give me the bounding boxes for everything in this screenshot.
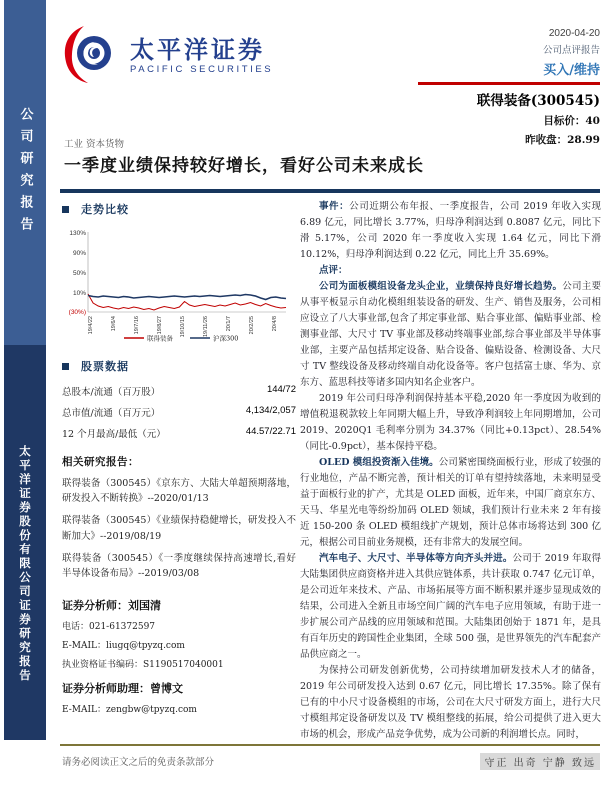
x-tick: 20/1/7	[226, 316, 232, 332]
assistant-email: E-MAIL：zengbw@tpyzq.com	[62, 705, 197, 716]
paragraph-lead: 公司为面板模组设备龙头企业，业绩保持良好增长趋势。	[319, 281, 563, 292]
paragraph-text: 2019 年公司归母净利润保持基本平稳,2020 年一季度因为收到的增值税退税款较上年同期大幅上升，导致净利润较上年同期增加，公司 2019、2020Q1 毛利率分别为 34.37%（同比+0.13pct）、28.54%（同比-0.9pct），基本保持平稳。	[300, 393, 601, 452]
paragraph-auto-semi	[300, 551, 601, 663]
paragraph-lead: 事件：	[319, 201, 350, 212]
table-row	[62, 405, 296, 419]
paragraph-text: 为保持公司研发创新优势，公司持续增加研发技术人才的储备，2019 年公司研发投入达到 0.67 亿元，同比增长 17.35%。除了保有已有的中小尺寸设备模组的市场，公司在大尺寸研发方面上，进行大尺寸模组邦定设备研发以及 TV 模组整线的拓展，给公司提供了进入更大市场的机会，形成产品竞争优势，成为公司新的利润增长点。同时，	[300, 665, 601, 740]
report-date: 2020-04-20	[548, 28, 600, 39]
legend-label-company: 联得装备	[147, 334, 173, 343]
previous-close-value: 28.99	[567, 134, 600, 146]
y-tick: 50%	[72, 270, 86, 277]
footer-motto: 守正 出奇 宁静 致远	[480, 753, 600, 770]
target-price-label: 目标价：	[543, 115, 586, 127]
x-tick: 19/6/4	[111, 316, 117, 332]
analyst-license: 执业资格证书编码：S1190517040001	[62, 660, 224, 671]
trend-chart	[62, 226, 296, 348]
title-divider	[60, 189, 600, 193]
x-tick: 19/4/22	[88, 316, 94, 335]
x-tick: 19/7/16	[134, 316, 140, 335]
trend-section-heading	[62, 201, 296, 217]
paragraph-comment-heading	[300, 263, 601, 279]
target-price	[418, 113, 600, 128]
left-column	[62, 201, 296, 715]
stock-row-label: 12 个月最高/最低（元）	[62, 429, 166, 440]
paragraph-oled	[300, 455, 601, 551]
paragraph-text: 公司主要从事平板显示自动化模组组装设备的研发、生产、销售及服务，公司相应设立了八大事业部,包含了邦定事业部、贴合事业部、偏贴事业部、检测事业部、大尺寸 TV 事业部及移动终端事业部,综合事业部及半导体事业部，主要产品包括邦定设备、贴合设备、偏贴设备、检测设备、大尺寸 TV 整线设备及移动终端自动化设备等。客户包括富士康、华为、京东方、蓝思科技等诸多国内知名企业客户。	[300, 281, 601, 388]
list-item: 联得装备（300545）《业绩保持稳健增长，研发投入不断加大》--2019/08/19	[62, 515, 296, 542]
y-tick: 90%	[72, 250, 86, 257]
square-bullet-icon	[62, 206, 69, 213]
report-body	[300, 199, 601, 743]
x-tick: 19/11/26	[203, 316, 209, 338]
x-tick: 19/8/27	[157, 316, 163, 335]
stock-row-value: 44.57/22.71	[245, 426, 296, 437]
paragraph-lead: 点评：	[319, 265, 348, 276]
stock-row-value: 144/72	[266, 384, 296, 395]
breadcrumb: 工业 资本货物	[64, 139, 125, 150]
square-bullet-icon	[62, 363, 69, 370]
y-tick: 10%	[72, 290, 86, 297]
series-line-index	[88, 295, 286, 300]
page-title: 一季度业绩保持较好增长，看好公司未来成长	[64, 156, 424, 176]
paragraph-lead: 汽车电子、大尺寸、半导体等方向齐头并进。	[319, 553, 513, 564]
analyst-email: E-MAIL：liugq@tpyzq.com	[62, 641, 185, 652]
y-tick-negative: (30%)	[68, 309, 86, 316]
analyst-phone: 电话：021-61372597	[62, 622, 156, 633]
paragraph-text: 公司于 2019 年取得大陆集团供应商资格并进入其供应链体系，共计获取 0.747 亿元订单，是公司近年来技术、产品、市场拓展等方面不断积累并逐步显现成效的结果，公司进入全新且市场空间广阔的汽车电子应用领域，有助于进一步扩展公司产品线的应用领域和范围。大陆集团创始于 1871 年，是具有百年历史的跨国性企业集团，全球 500 强，是世界领先的汽车配套产品供应商之一。	[300, 553, 601, 660]
x-tick: 20/4/8	[272, 316, 278, 332]
brand-name	[130, 34, 274, 76]
rating-badge: 买入/维持	[543, 63, 600, 78]
y-tick: 130%	[69, 230, 86, 237]
paragraph-margin	[300, 391, 601, 455]
previous-close	[418, 132, 600, 147]
table-row	[62, 426, 296, 440]
paragraph-rnd	[300, 663, 601, 743]
company-ticker: 联得装备(300545)	[476, 93, 600, 109]
trend-heading-label: 走势比较	[81, 203, 129, 216]
x-tick: 19/10/15	[180, 316, 186, 338]
sidebar-bottom-label: 太平洋证券股份有限公司证券研究报告	[18, 445, 32, 683]
stock-row-value: 4,134/2,057	[245, 405, 296, 416]
stock-section-heading	[62, 358, 296, 374]
target-price-value: 40	[585, 115, 600, 127]
analyst-name: 证券分析师：刘国清	[62, 599, 161, 613]
paragraph-event	[300, 199, 601, 263]
paragraph-leader-position	[300, 279, 601, 391]
paragraph-text: 公司近期公布年报、一季度报告，公司 2019 年收入实现 6.89 亿元，同比增长 3.77%，归母净利润达到 0.8087 亿元，同比下滑 5.17%，公司 2020 年一季度收入实现 1.64 亿元，同比下滑 10.12%，归母净利润达到 0.22 亿元，同比上升 35.69%。	[300, 201, 601, 260]
report-type: 公司点评报告	[542, 45, 600, 56]
stock-data-table	[62, 384, 296, 440]
stock-row-label: 总市值/流通（百万元）	[62, 408, 161, 419]
pacific-securities-logo-icon	[62, 24, 122, 88]
list-item: 联得装备（300545）《一季度继续保持高速增长,看好半导体设备布局》--2019/03/08	[62, 552, 296, 579]
brand-name-en: PACIFIC SECURITIES	[130, 64, 274, 76]
related-reports-heading: 相关研究报告：	[62, 456, 139, 468]
paragraph-lead: OLED 模组投资渐入佳境。	[319, 457, 439, 468]
footer-disclaimer: 请务必阅读正文之后的免责条款部分	[62, 757, 215, 768]
sidebar-report-type-band	[4, 0, 46, 345]
report-meta	[418, 28, 600, 147]
assistant-name: 证券分析师助理：曾博文	[62, 682, 183, 696]
sidebar-top-label: 公司研究报告	[17, 106, 33, 239]
brand-logo	[62, 24, 273, 88]
stock-heading-label: 股票数据	[81, 360, 129, 373]
previous-close-label: 昨收盘：	[525, 134, 568, 146]
table-row	[62, 384, 296, 398]
brand-name-cn: 太平洋证券	[130, 34, 265, 64]
legend-label-index: 沪深300	[213, 334, 239, 343]
footer-divider	[60, 744, 600, 746]
rating-divider	[418, 82, 600, 85]
paragraph-text: 公司紧密围绕面板行业，形成了较强的行业地位，产品不断完善，预计相关的订单有望持续落地，未来明显受益于面板行业的扩产，尤其是 OLED 面板，近年来，中国厂商京东方、天马、华星光电等纷纷加码 OLED 领域，我们预计行业未来 2 年有接近 150-200 条 OLED 模组线扩产规划，预计总体市场将达到 300 亿元，根据公司目前业务规模，还有非常大的发展空间。	[300, 457, 601, 548]
x-tick: 20/2/25	[249, 316, 255, 335]
sidebar-company-band	[4, 345, 46, 740]
stock-row-label: 总股本/流通（百万股）	[62, 387, 161, 398]
list-item: 联得装备（300545）《京东方、大陆大单超预期落地，研发投入不断转换》--2020/01/13	[62, 478, 296, 505]
